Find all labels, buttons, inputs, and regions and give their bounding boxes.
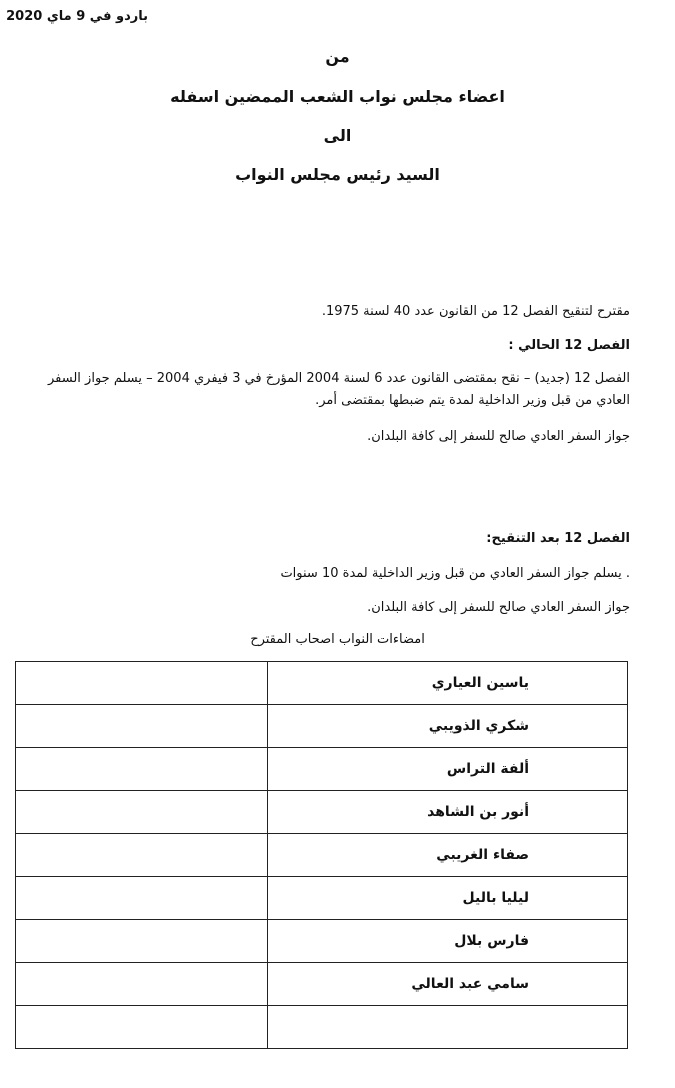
signature-cell: [16, 877, 268, 920]
deputy-name: ياسين العياري: [268, 662, 628, 705]
deputy-name: صفاء الغريبي: [268, 834, 628, 877]
signature-cell: [16, 748, 268, 791]
table-row: [16, 963, 628, 1006]
signatures-title: امضاءات النواب اصحاب المقترح: [250, 632, 425, 647]
table-row: [16, 1006, 628, 1049]
amended-article-text: . يسلم جواز السفر العادي من قبل وزير الداخلية لمدة 10 سنوات: [280, 566, 630, 581]
signature-cell: [16, 662, 268, 705]
subject-line: مقترح لتنقيح الفصل 12 من القانون عدد 40 لسنة 1975.: [321, 304, 630, 319]
table-row: [16, 877, 628, 920]
to-body: السيد رئيس مجلس النواب: [235, 165, 440, 184]
table-row: [16, 748, 628, 791]
to-label: الى: [323, 126, 352, 145]
current-article-text: الفصل 12 (جديد) – نقح بمقتضى القانون عدد 6 لسنة 2004 المؤرخ في 3 فيفري 2004 – يسلم جواز السفر العادي من قبل وزير الداخلية لمدة يتم ضبطها بمقتضى أمر.: [48, 371, 630, 408]
table-row: [16, 705, 628, 748]
signatures-table: [15, 661, 628, 1049]
signature-cell: [16, 963, 268, 1006]
deputy-name: ألفة التراس: [268, 748, 628, 791]
deputy-name: سامي عبد العالي: [268, 963, 628, 1006]
current-article-heading: الفصل 12 الحالي :: [508, 338, 630, 353]
current-article-validity: جواز السفر العادي صالح للسفر إلى كافة البلدان.: [367, 429, 630, 444]
deputy-name: شكري الذويبي: [268, 705, 628, 748]
signature-cell: [16, 705, 268, 748]
table-row: [16, 920, 628, 963]
document-date: باردو في 9 ماي 2020: [6, 9, 148, 24]
from-body: اعضاء مجلس نواب الشعب الممضين اسفله: [170, 87, 505, 106]
deputy-name: [268, 1006, 628, 1049]
deputy-name: أنور بن الشاهد: [268, 791, 628, 834]
deputy-name: ليليا باليل: [268, 877, 628, 920]
deputy-name: فارس بلال: [268, 920, 628, 963]
from-label: من: [325, 47, 350, 66]
signature-cell: [16, 834, 268, 877]
table-row: [16, 791, 628, 834]
amended-article-validity: جواز السفر العادي صالح للسفر إلى كافة البلدان.: [367, 600, 630, 615]
amended-article-heading: الفصل 12 بعد التنقيح:: [486, 531, 630, 546]
signature-cell: [16, 791, 268, 834]
table-row: [16, 834, 628, 877]
signature-cell: [16, 1006, 268, 1049]
table-row: [16, 662, 628, 705]
signature-cell: [16, 920, 268, 963]
